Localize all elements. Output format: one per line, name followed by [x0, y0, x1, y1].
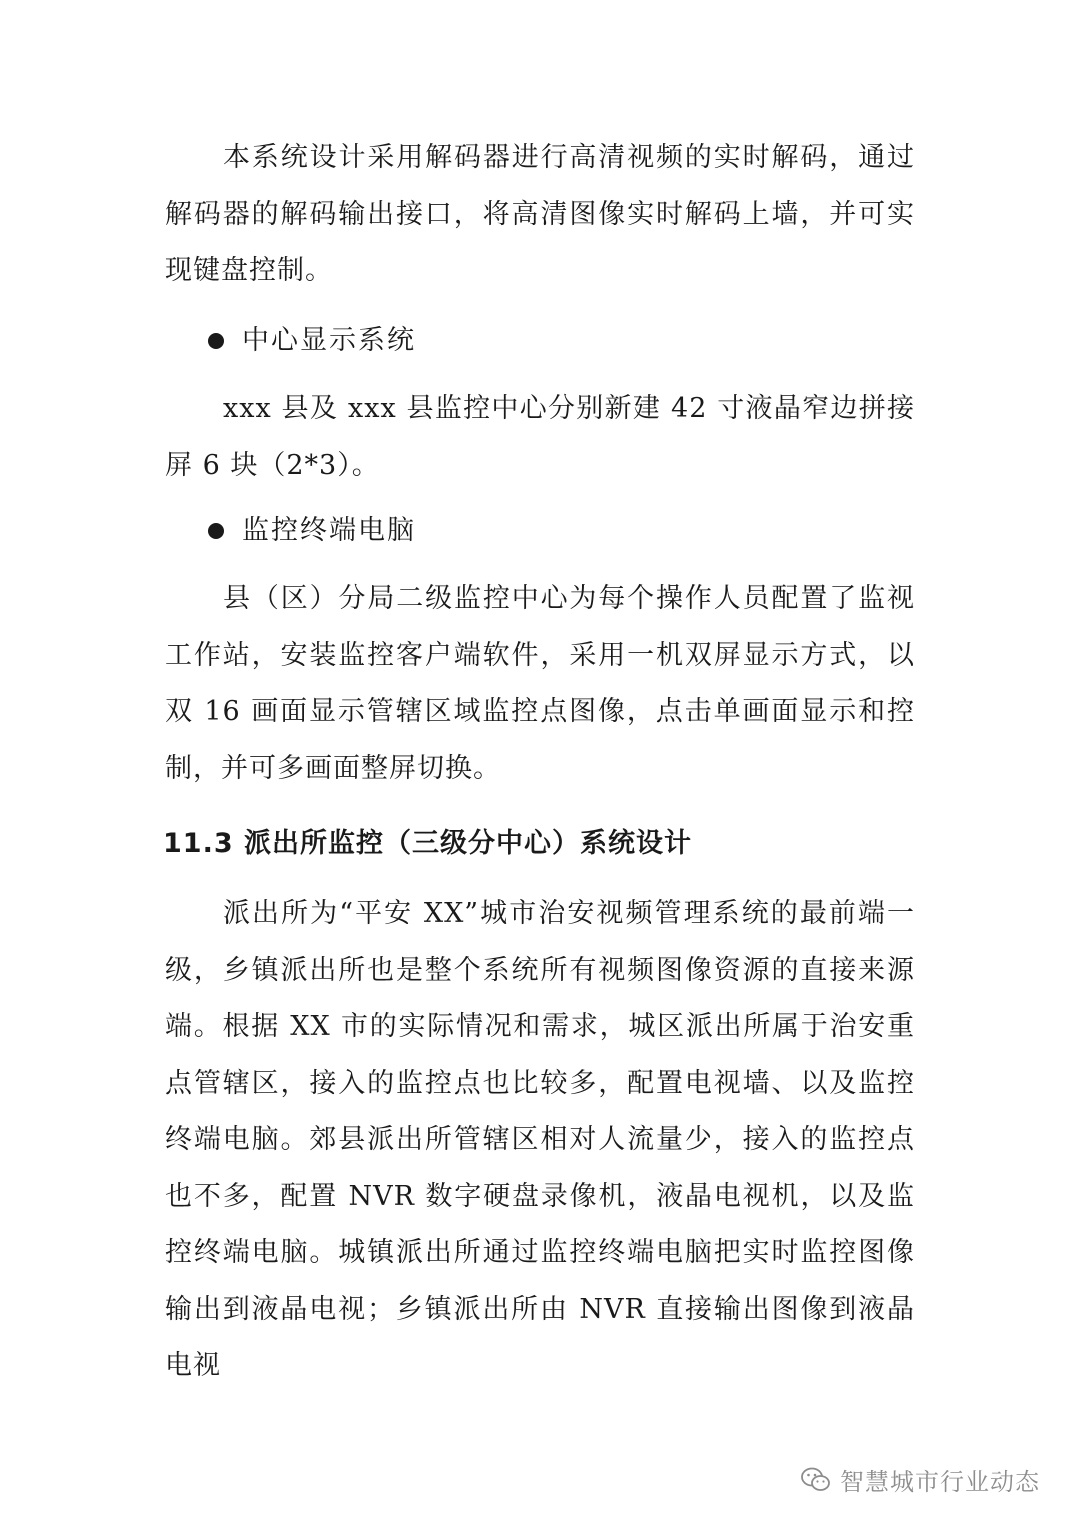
watermark	[800, 1462, 1040, 1497]
bullet-label: 中心显示系统	[242, 325, 416, 356]
bullet-label: 监控终端电脑	[242, 515, 416, 546]
paragraph-center-display: xxx 县及 xxx 县监控中心分别新建 42 寸液晶窄边拼接屏 6 块（2*3）。	[165, 393, 915, 481]
section-heading: 11.3 派出所监控（三级分中心）系统设计	[163, 828, 693, 859]
paragraph-decoder: 本系统设计采用解码器进行高清视频的实时解码，通过解码器的解码输出接口，将高清图像实时解码上墙，并可实现键盘控制。	[165, 142, 915, 286]
bullet-dot-icon	[208, 333, 224, 349]
paragraph-police-station: 派出所为“平安 XX”城市治安视频管理系统的最前端一级，乡镇派出所也是整个系统所有视频图像资源的直接来源端。根据 XX 市的实际情况和需求，城区派出所属于治安重点管辖区，接入的监控点也比较多，配置电视墙、以及监控终端电脑。郊县派出所管辖区相对人流量少，接入的监控点也不多，配置 NVR 数字硬盘录像机，液晶电视机，以及监控终端电脑。城镇派出所通过监控终端电脑把实时监控图像输出到液晶电视；乡镇派出所由 NVR 直接输出图像到液晶电视	[165, 898, 915, 1381]
bullet-center-display	[208, 321, 416, 361]
watermark-text: 智慧城市行业动态	[840, 1468, 1040, 1496]
bullet-dot-icon	[208, 523, 224, 539]
bullet-terminal	[208, 511, 416, 551]
wechat-icon	[800, 1466, 832, 1494]
paragraph-terminal: 县（区）分局二级监控中心为每个操作人员配置了监视工作站，安装监控客户端软件，采用一机双屏显示方式，以双 16 画面显示管辖区域监控点图像，点击单画面显示和控制，并可多画面整屏切换。	[165, 583, 915, 784]
